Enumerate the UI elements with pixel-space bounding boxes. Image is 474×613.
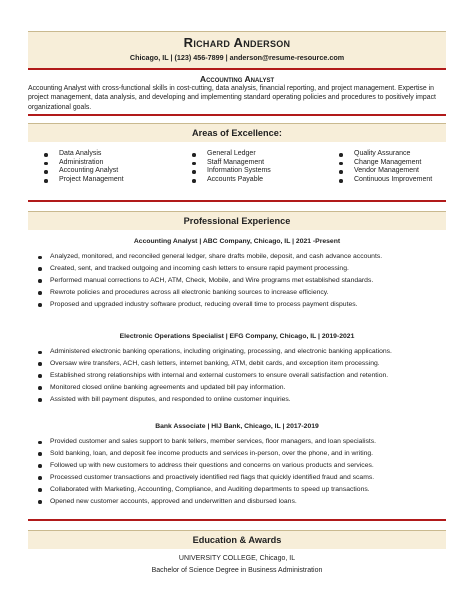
experience-divider xyxy=(28,519,446,521)
skill-item: Change Management xyxy=(339,159,432,168)
header-divider xyxy=(28,68,446,70)
skill-item: Administration xyxy=(44,159,124,168)
job-bullet: Analyzed, monitored, and reconciled general ledger, share drafts mobile, deposit, and cash advance accounts. xyxy=(38,251,448,263)
contact-line: Chicago, IL | (123) 456-7899 | anderson@resume-resource.com xyxy=(129,53,345,62)
job-header: Accounting Analyst | ABC Company, Chicago, IL | 2021 -Present xyxy=(133,238,341,245)
job-title: Accounting Analyst xyxy=(199,74,275,84)
job-bullet: Assisted with bill payment disputes, and responded to online customer inquiries. xyxy=(38,394,448,406)
candidate-name: Richard Anderson xyxy=(183,35,291,50)
job-bullet: Proposed and upgraded industry software product, reducing overall time to process payment disputes. xyxy=(38,299,448,311)
skill-item: Continuous Improvement xyxy=(339,176,432,185)
job-bullet: Sold banking, loan, and deposit fee income products and services in-person, over the phone, and in writing. xyxy=(38,448,448,460)
job-bullet: Performed manual corrections to ACH, ATM, Check, Mobile, and Wire programs met established standards. xyxy=(38,275,448,287)
skills-column-3 xyxy=(339,150,432,185)
job-bullet: Monitored closed online banking agreements and updated bill pay information. xyxy=(38,382,448,394)
job-bullet: Administered electronic banking operations, including originating, processing, and electronic banking applications. xyxy=(38,346,448,358)
summary-divider xyxy=(28,114,446,116)
skills-column-2 xyxy=(192,150,271,185)
job-header: Bank Associate | HIJ Bank, Chicago, IL | 2017-2019 xyxy=(155,423,319,430)
job-bullet: Created, sent, and tracked outgoing and incoming cash letters to ensure rapid payment processing. xyxy=(38,263,448,275)
skill-item: Data Analysis xyxy=(44,150,124,159)
skill-item: Accounting Analyst xyxy=(44,167,124,176)
professional-summary: Accounting Analyst with cross-functional skills in cost-cutting, data analysis, financial reporting, and project management. Expertise in project management, data analysis, and developing and implementing standard operating policies and procedures to positively impact organizational goals. xyxy=(28,85,436,111)
skill-item: Vendor Management xyxy=(339,167,432,176)
job-bullet: Oversaw wire transfers, ACH, cash letters, internet banking, ATM, debit cards, and exception item processing. xyxy=(38,358,448,370)
professional-experience-heading: Professional Experience xyxy=(28,211,446,230)
job-bullets xyxy=(38,251,448,311)
skills-column-1 xyxy=(44,150,124,185)
skill-item: Quality Assurance xyxy=(339,150,432,159)
skill-item: Accounts Payable xyxy=(192,176,271,185)
skill-item: Information Systems xyxy=(192,167,271,176)
areas-of-excellence-heading: Areas of Excellence: xyxy=(28,123,446,142)
skill-item: Staff Management xyxy=(192,159,271,168)
job-bullet: Established strong relationships with internal and external customers to ensure overall satisfaction and retention. xyxy=(38,370,448,382)
job-bullets xyxy=(38,436,448,507)
job-bullet: Processed customer transactions and proactively identified red flags that quickly identified fraud and scams. xyxy=(38,472,448,484)
job-bullet: Opened new customer accounts, approved and underwritten and disbursed loans. xyxy=(38,496,448,508)
job-header: Electronic Operations Specialist | EFG Company, Chicago, IL | 2019-2021 xyxy=(119,333,355,340)
education-heading: Education & Awards xyxy=(28,530,446,549)
skill-item: Project Management xyxy=(44,176,124,185)
job-bullet: Rewrote policies and procedures across all electronic banking sources to increase efficiency. xyxy=(38,287,448,299)
education-degree: Bachelor of Science Degree in Business Administration xyxy=(151,567,323,574)
job-bullets xyxy=(38,346,448,406)
job-bullet: Provided customer and sales support to bank tellers, member services, floor managers, and loan specialists. xyxy=(38,436,448,448)
job-bullet: Collaborated with Marketing, Accounting, Compliance, and Auditing departments to speed up transactions. xyxy=(38,484,448,496)
job-bullet: Followed up with new customers to address their questions and concerns on various products and services. xyxy=(38,460,448,472)
name-header xyxy=(28,31,446,69)
skills-divider xyxy=(28,200,446,202)
skill-item: General Ledger xyxy=(192,150,271,159)
education-school: UNIVERSITY COLLEGE, Chicago, IL xyxy=(178,555,296,562)
